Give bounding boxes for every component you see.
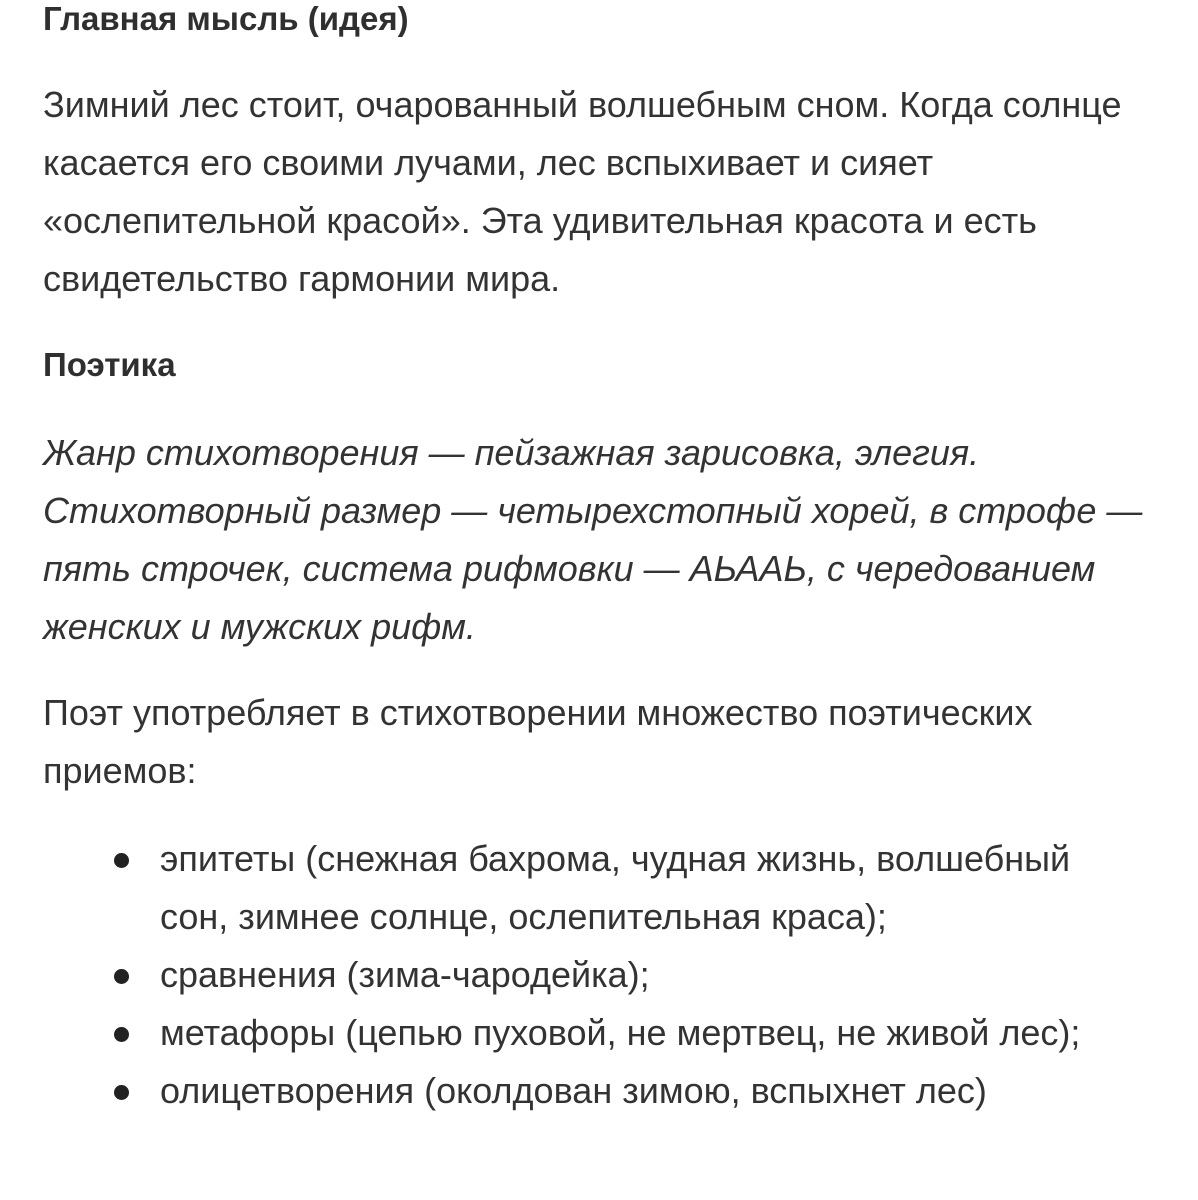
bullet-icon: [114, 1027, 129, 1042]
list-item: [0, 830, 1120, 946]
devices-intro: Поэт употребляет в стихотворении множество поэтических приемов:: [43, 692, 1033, 791]
list-item-text: метафоры (цепью пуховой, не мертвец, не живой лес);: [160, 1012, 1081, 1053]
poetic-devices-list: [0, 830, 1198, 1120]
poetics-heading: Поэтика: [43, 346, 176, 383]
bullet-icon: [114, 1085, 129, 1100]
list-item: [0, 1004, 1120, 1062]
bullet-icon: [114, 853, 129, 868]
list-item: [0, 1062, 1120, 1120]
list-item-text: олицетворения (околдован зимою, вспыхнет лес): [160, 1070, 987, 1111]
genre-paragraph: Жанр стихотворения — пейзажная зарисовка, элегия. Стихотворный размер — четырехстопный хорей, в строфе — пять строчек, система рифмовки — АЬААЬ, с чередованием женских и мужских рифм.: [43, 432, 1143, 647]
list-item: [0, 946, 1120, 1004]
bullet-icon: [114, 969, 129, 984]
list-item-text: сравнения (зима-чародейка);: [160, 954, 650, 995]
list-item-text: эпитеты (снежная бахрома, чудная жизнь, волшебный сон, зимнее солнце, ослепительная краса);: [160, 838, 1071, 937]
main-idea-paragraph: Зимний лес стоит, очарованный волшебным сном. Когда солнце касается его своими лучами, лес вспыхивает и сияет «ослепительной красой». Эта удивительная красота и есть свидетельство гармонии мира.: [43, 84, 1122, 299]
main-idea-heading: Главная мысль (идея): [43, 0, 409, 37]
